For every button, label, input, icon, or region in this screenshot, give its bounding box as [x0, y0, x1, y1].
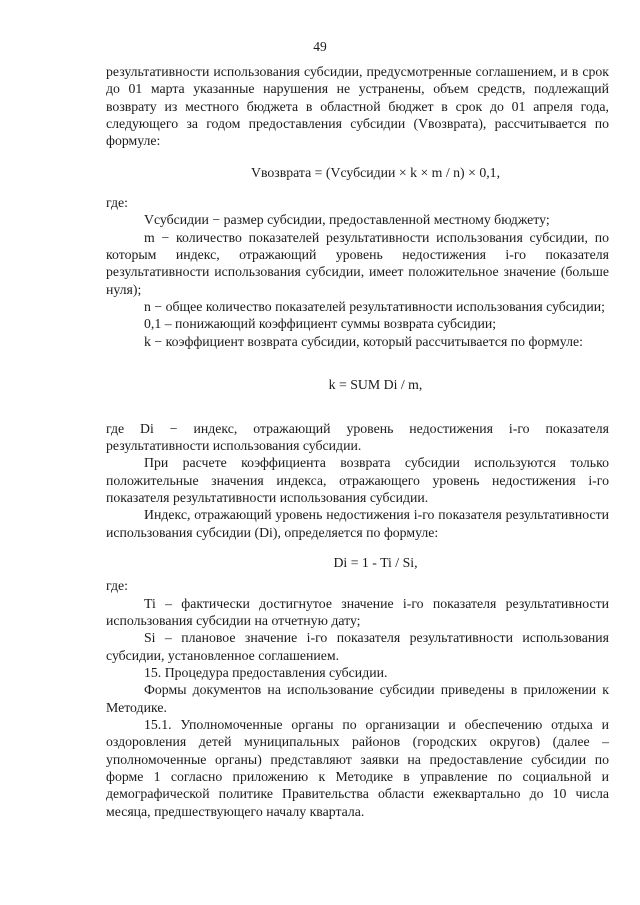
definition-ti: Ti – фактически достигнутое значение i-го показателя результативности использования субсидии на отчетную дату;: [106, 595, 609, 628]
page-number: 49: [313, 39, 327, 54]
paragraph-positive-values: При расчете коэффициента возврата субсидии используются только положительные значения индекса, отражающего уровень недостижения i-го показателя результативности использования субсидии.: [106, 455, 609, 505]
paragraph-return-volume: результативности использования субсидии, предусмотренные соглашением, и в срок до 01 марта указанные нарушения не устранены, объем средств, подлежащий возврату из местного бюджета в областной бюджет в срок до 01 апреля года, следующего за годом предоставления субсидии (Vвозврата), рассчитывается по формуле:: [106, 64, 609, 149]
paragraph-forms: Формы документов на использование субсидии приведены в приложении к Методике.: [106, 682, 609, 715]
formula-return-volume: Vвозврата = (Vсубсидии × k × m / n) × 0,1,: [250, 164, 501, 180]
definition-n: n − общее количество показателей результативности использования субсидии;: [144, 299, 605, 315]
section-15-1: 15.1. Уполномоченные органы по организации и обеспечению отдыха и оздоровления детей муниципальных районов (городских округов) (далее – уполномоченные органы) представляют заявки на предоставление субсидии по форме 1 согласно приложению к Методике в управление по социальной и демографической политике Правительства области ежеквартально до 10 числа месяца, предшествующего началу квартала.: [106, 717, 609, 819]
section-15-heading: 15. Процедура предоставления субсидии.: [144, 664, 388, 680]
document-body: [106, 63, 609, 820]
definition-di: где Di − индекс, отражающий уровень недостижения i-го показателя результативности использования субсидии.: [106, 420, 609, 453]
formula-k: k = SUM Di / m,: [328, 377, 423, 393]
where-label-2: где:: [106, 578, 128, 594]
formula-di: Di = 1 - Ti / Si,: [333, 554, 418, 570]
definition-si: Si – плановое значение i-го показателя результативности использования субсидии, установленное соглашением.: [106, 630, 609, 663]
paragraph-index-definition: Индекс, отражающий уровень недостижения i-го показателя результативности использования субсидии (Di), определяется по формуле:: [106, 507, 609, 540]
definition-v-subsidy: Vсубсидии − размер субсидии, предоставленной местному бюджету;: [144, 212, 550, 228]
definition-k: k − коэффициент возврата субсидии, который рассчитывается по формуле:: [144, 333, 583, 349]
where-label: где:: [106, 195, 128, 211]
definition-reduction-coefficient: 0,1 – понижающий коэффициент суммы возврата субсидии;: [144, 316, 497, 332]
definition-m: m − количество показателей результативности использования субсидии, по которым индекс, отражающий уровень недостижения i-го показателя результативности использования субсидии, имеет положительное значение (больше нуля);: [106, 229, 609, 297]
